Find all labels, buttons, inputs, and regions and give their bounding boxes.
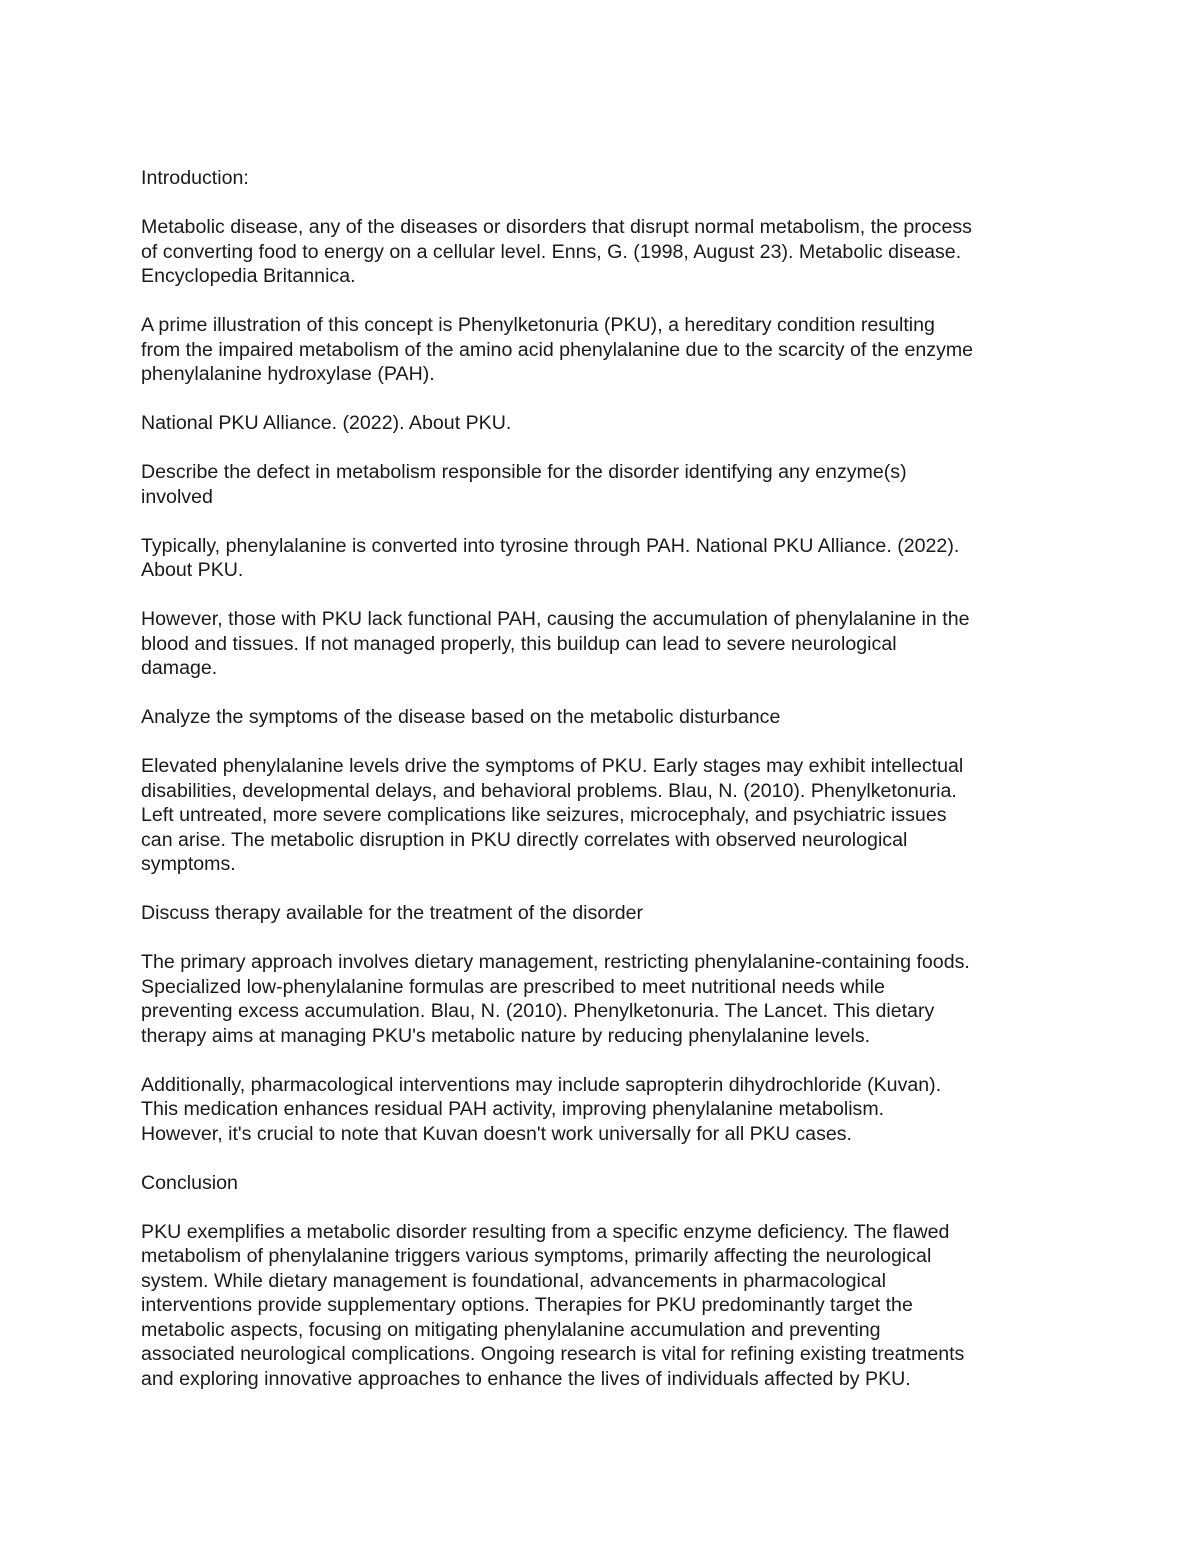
paragraph-phenylalanine-conversion: Typically, phenylalanine is converted into tyrosine through PAH. National PKU Alliance. (2022). About PKU.	[141, 534, 960, 581]
paragraph-pah-deficiency: However, those with PKU lack functional PAH, causing the accumulation of phenylalanine in the blood and tissues. If not managed properly, this buildup can lead to severe neurological damage.	[141, 608, 970, 679]
paragraph-conclusion: PKU exemplifies a metabolic disorder resulting from a specific enzyme deficiency. The flawed metabolism of phenylalanine triggers various symptoms, primarily affecting the neurological system. While dietary management is foundational, advancements in pharmacological interventions provide supplementary options. Therapies for PKU predominantly target the metabolic aspects, focusing on mitigating phenylalanine accumulation and preventing associated neurological complications. Ongoing research is vital for refining existing treatments and exploring innovative approaches to enhance the lives of individuals affected by PKU.	[141, 1220, 965, 1390]
paragraph-pharmacological: Additionally, pharmacological interventions may include sapropterin dihydrochloride (Kuvan). This medication enhances residual PAH activity, improving phenylalanine metabolism. However, it's crucial to note that Kuvan doesn't work universally for all PKU cases.	[141, 1073, 942, 1145]
heading-symptoms: Analyze the symptoms of the disease based on the metabolic disturbance	[141, 706, 781, 728]
paragraph-dietary-management: The primary approach involves dietary management, restricting phenylalanine-containing foods. Specialized low-phenylalanine formulas are prescribed to meet nutritional needs while preventing excess accumulation. Blau, N. (2010). Phenylketonuria. The Lancet. This dietary therapy aims at managing PKU's metabolic nature by reducing phenylalanine levels.	[141, 951, 970, 1047]
document-body	[141, 166, 1066, 1391]
paragraph-symptoms: Elevated phenylalanine levels drive the symptoms of PKU. Early stages may exhibit intellectual disabilities, developmental delays, and behavioral problems. Blau, N. (2010). Phenylketonuria. Left untreated, more severe complications like seizures, microcephaly, and psychiatric issues can arise. The metabolic disruption in PKU directly correlates with observed neurological symptoms.	[141, 755, 964, 875]
heading-defect-in-metabolism: Describe the defect in metabolism responsible for the disorder identifying any enzyme(s) involved	[141, 461, 907, 508]
citation-national-pku-alliance: National PKU Alliance. (2022). About PKU.	[141, 412, 512, 434]
paragraph-pku-illustration: A prime illustration of this concept is Phenylketonuria (PKU), a hereditary condition resulting from the impaired metabolism of the amino acid phenylalanine due to the scarcity of the enzyme phenylalanine hydroxylase (PAH).	[141, 314, 974, 385]
heading-conclusion: Conclusion	[141, 1171, 238, 1194]
paragraph-metabolic-disease: Metabolic disease, any of the diseases or disorders that disrupt normal metabolism, the process of converting food to energy on a cellular level. Enns, G. (1998, August 23). Metabolic disease. Encyclopedia Britannica.	[141, 216, 972, 287]
heading-therapy: Discuss therapy available for the treatment of the disorder	[141, 902, 644, 924]
heading-introduction: Introduction:	[141, 167, 249, 189]
